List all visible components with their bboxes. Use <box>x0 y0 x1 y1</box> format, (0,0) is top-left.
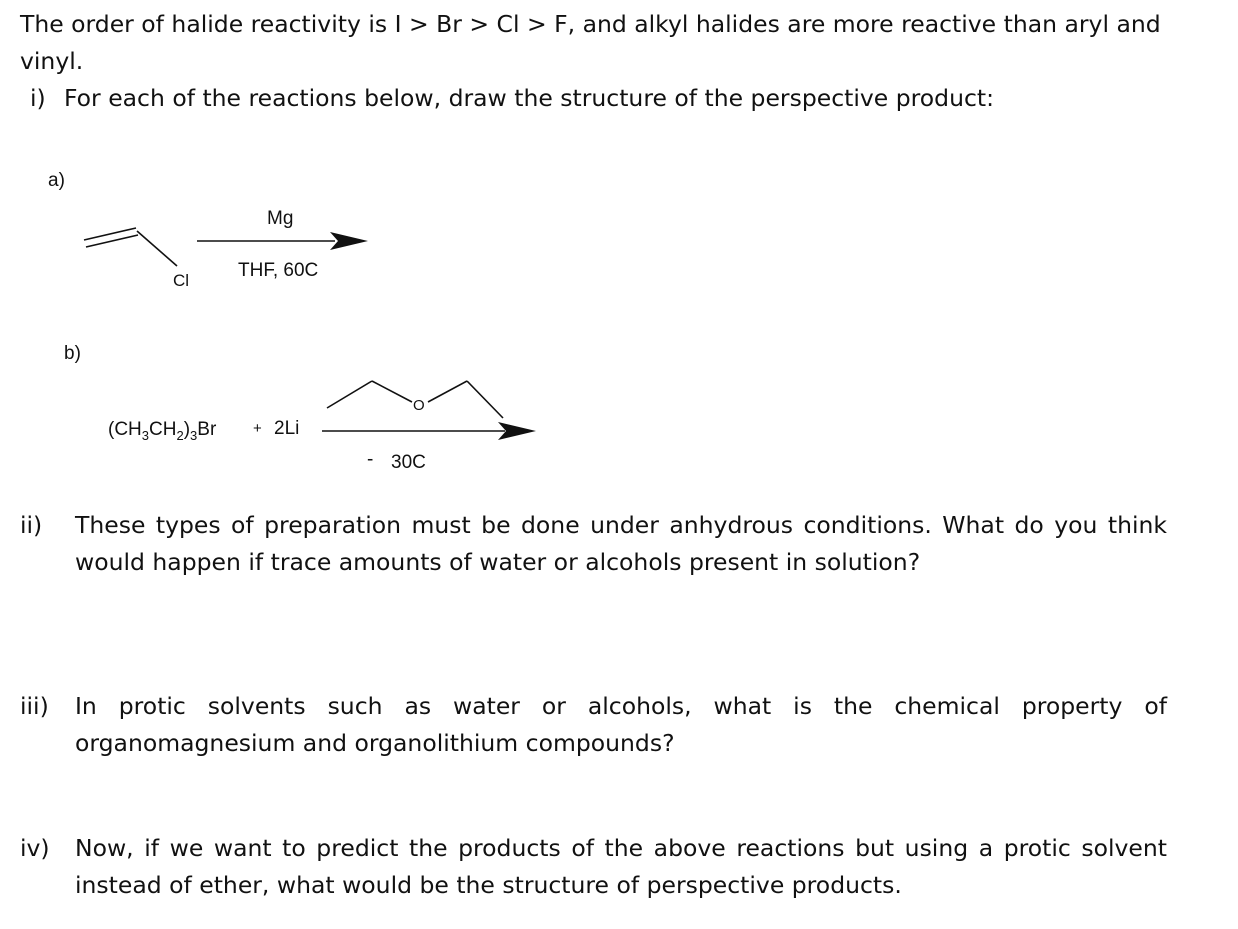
question-ii-text: These types of preparation must be done under anhydrous conditions. What do you think would happen if trace amounts of water or alcohols present in solution? <box>75 511 1167 576</box>
reaction-a-conditions: THF, 60C <box>238 260 319 281</box>
question-i-text: For each of the reactions below, draw the structure of the perspective product: <box>64 84 995 112</box>
reaction-a-structure <box>84 228 177 266</box>
intro-line-2: vinyl. <box>20 47 84 75</box>
reaction-b-temp: 30C <box>391 452 426 473</box>
reactant-part: (CH <box>108 419 142 440</box>
reaction-a-reagent: Mg <box>267 208 294 229</box>
bond-to-chlorine <box>137 231 177 266</box>
question-iv-numeral: iv) <box>20 834 50 862</box>
reactant-part: CH <box>149 419 177 440</box>
question-i-numeral: i) <box>30 84 46 112</box>
ether-bond-1 <box>327 381 372 408</box>
reaction-b-reactant <box>108 419 216 443</box>
reaction-a-label: a) <box>48 170 65 191</box>
reactant-part: ) <box>183 419 191 440</box>
reactant-subscript: 2 <box>176 427 184 443</box>
double-bond-line-1 <box>84 228 136 240</box>
ether-bond-3 <box>428 381 467 402</box>
question-ii-numeral: ii) <box>20 511 43 539</box>
ether-bond-4 <box>467 381 503 418</box>
reaction-b-label: b) <box>64 343 81 364</box>
question-iv-text: Now, if we want to predict the products of the above reactions but using a protic solvent instead of ether, what would be the structure of perspective products. <box>75 834 1167 899</box>
question-iii-numeral: iii) <box>20 692 49 720</box>
reactant-subscript: 3 <box>141 427 150 443</box>
reactant-part: Br <box>197 419 217 440</box>
reaction-a-arrow <box>197 232 368 250</box>
ether-bond-2 <box>372 381 412 402</box>
reaction-b-temp-sign: - <box>367 449 374 470</box>
reaction-b-plus: + <box>253 420 262 437</box>
double-bond-line-2 <box>86 235 138 247</box>
intro-line-1: The order of halide reactivity is I > Br > Cl > F, and alkyl halides are more reactive than aryl and <box>20 10 1161 38</box>
ether-oxygen: O <box>413 397 425 414</box>
reaction-a-chlorine: Cl <box>173 271 190 290</box>
question-iii-text: In protic solvents such as water or alcohols, what is the chemical property of organomagnesium and organolithium compounds? <box>75 692 1167 757</box>
reaction-b-arrow <box>322 422 536 440</box>
reaction-b-reagent: 2Li <box>274 418 300 439</box>
reactant-subscript: 3 <box>190 427 198 443</box>
